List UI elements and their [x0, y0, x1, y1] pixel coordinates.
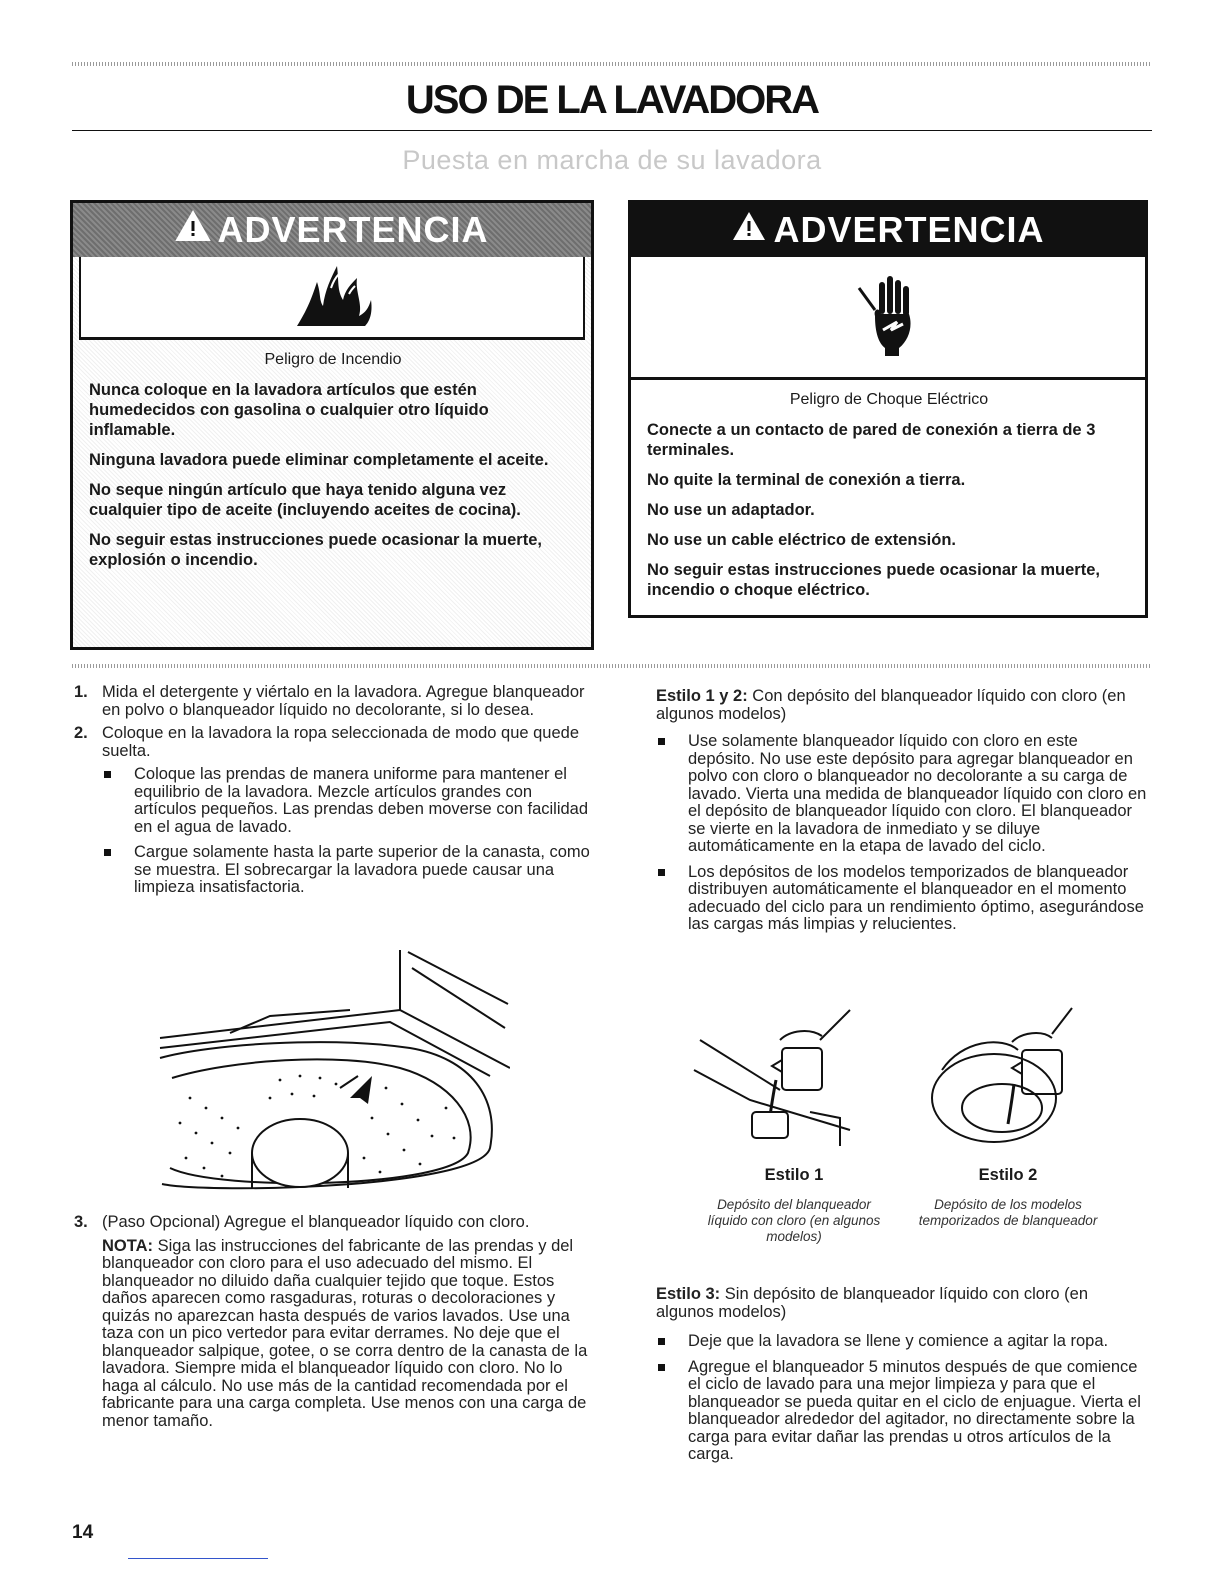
- left-column: [74, 684, 594, 905]
- estilo-2-illustration: [922, 1000, 1102, 1150]
- fire-hazard-title: Peligro de Incendio: [264, 351, 402, 368]
- nota-label: NOTA:: [102, 1236, 154, 1255]
- page-title: USO DE LA LAVADORA: [405, 78, 819, 122]
- bullet-item: [656, 733, 1148, 856]
- step-text: (Paso Opcional) Agregue el blanqueador líquido con cloro.: [102, 1213, 530, 1231]
- fire-warning-box: [70, 200, 594, 650]
- shock-icon-area: [631, 257, 1145, 380]
- right-column-lower: [656, 1286, 1148, 1472]
- step-number: 3.: [74, 1213, 88, 1231]
- shock-warning-body: [631, 380, 1145, 600]
- estilo-2-caption: Depósito de los modelos temporizados de blanqueador: [918, 1197, 1098, 1228]
- right-column: [656, 688, 1148, 942]
- estilo-1-2-intro: [656, 688, 1148, 723]
- fire-icon-area: [79, 257, 585, 340]
- bullet-text: Coloque las prendas de manera uniforme para mantener el equilibrio de la lavadora. Mezcle artículos grandes con artículos pequeños. Las prendas deben moverse con facilidad en el agua de lavado.: [134, 765, 589, 836]
- bullet-text: Agregue el blanqueador 5 minutos después de que comience el ciclo de lavado para una mejor limpieza y para que el blanqueador se pueda quitar en el ciclo de enjuague. Vierta el blanqueador alrededor del agitador, no directamente sobre la carga para evitar dañar las prendas u otros artículos de la carga.: [688, 1357, 1141, 1463]
- bullet-text: Cargue solamente hasta la parte superior de la canasta, como se muestra. El sobrecargar la lavadora puede causar una limpieza insatisfactoria.: [134, 843, 590, 896]
- section-rule: [72, 664, 1152, 668]
- bullet-item: [656, 1359, 1148, 1464]
- bullet-text: Los depósitos de los modelos temporizados de blanqueador distribuyen automáticamente el blanqueador en el momento adecuado del ciclo para un rendimiento óptimo, asegurándose las cargas más limpias y relucientes.: [688, 862, 1144, 933]
- fire-warning-heading: ADVERTENCIA: [217, 209, 489, 250]
- step-text: Coloque en la lavadora la ropa seleccionada de modo que quede suelta.: [102, 724, 580, 760]
- shock-warning-line: Conecte a un contacto de pared de conexión a tierra de 3 terminales.: [647, 421, 1096, 459]
- estilo-1-2-text: Con depósito del blanqueador líquido con cloro (en algunos modelos): [656, 687, 1126, 723]
- step-3: [74, 1214, 594, 1430]
- estilo-1-title: Estilo 1: [764, 1166, 824, 1184]
- bullet-text: Use solamente blanqueador líquido con cloro en este depósito. No use este depósito para agregar blanqueador en polvo con cloro o blanqueador no decolorante a su carga de lavado. Vierta una medida de blanqueador líquido con cloro en el depósito de blanqueador líquido con cloro. El blanqueador se vierte en la lavadora de inmediato y se diluye automáticamente en la etapa de lavado del ciclo.: [688, 732, 1147, 855]
- warning-triangle-icon: [731, 209, 767, 251]
- nota-paragraph: [102, 1238, 594, 1431]
- page-number: 14: [72, 1522, 94, 1543]
- nota-text: Siga las instrucciones del fabricante de las prendas y del blanqueador con cloro para el uso adecuado del mismo. El blanqueador no diluido daña cualquier tejido que toque. Estos daños aparecen como rasgaduras, roturas o decoloraciones y quizás no aparezcan hasta después de varios lavados. Use una taza con un pico vertedor para evitar derrames. No deje que el blanqueador salpique, gotee, o se corra dentro de la canasta de la lavadora. Siempre mida el blanqueador líquido con cloro. No lo haga al cálculo. No use más de la cantidad recomendada por el fabricante para una carga completa. Use menos con una carga de menor tamaño.: [102, 1236, 588, 1430]
- shock-warning-heading: ADVERTENCIA: [773, 209, 1045, 250]
- electric-shock-hand-icon: [853, 270, 923, 365]
- estilo-3-label: Estilo 3:: [656, 1285, 721, 1303]
- bullet-item: [102, 844, 594, 897]
- fire-icon: [287, 260, 377, 335]
- fire-warning-line: Nunca coloque en la lavadora artículos que estén humedecidos con gasolina o cualquier otro líquido inflamable.: [89, 381, 489, 439]
- shock-warning-line: No seguir estas instrucciones puede ocasionar la muerte, incendio o choque eléctrico.: [647, 561, 1100, 599]
- estilo-1-2-label: Estilo 1 y 2:: [656, 687, 748, 705]
- bullet-text: Deje que la lavadora se llene y comience a agitar la ropa.: [688, 1332, 1109, 1350]
- title-underline: [72, 130, 1152, 131]
- shock-warning-line: No use un cable eléctrico de extensión.: [647, 531, 957, 549]
- page-subtitle: Puesta en marcha de su lavadora: [402, 145, 822, 175]
- estilo-1-illustration: [690, 1000, 870, 1150]
- step-1: [74, 684, 594, 719]
- bullet-item: [102, 766, 594, 836]
- estilo-3-intro: [656, 1286, 1148, 1321]
- footer-rule: [128, 1558, 268, 1559]
- bullet-item: [656, 864, 1148, 934]
- bullet-item: [656, 1333, 1148, 1351]
- estilo-1-caption: Depósito del blanqueador líquido con cloro (en algunos modelos): [707, 1197, 881, 1244]
- top-rule: [72, 62, 1152, 66]
- shock-warning-header: [631, 203, 1145, 257]
- estilo-3-text: Sin depósito de blanqueador líquido con cloro (en algunos modelos): [656, 1285, 1089, 1321]
- shock-hazard-title: Peligro de Choque Eléctrico: [789, 391, 989, 408]
- estilo-2-caption-block: [918, 1166, 1098, 1229]
- estilo-2-title: Estilo 2: [978, 1166, 1038, 1184]
- shock-warning-line: No use un adaptador.: [647, 501, 815, 519]
- fire-warning-header: [73, 203, 591, 257]
- step-text: Mida el detergente y viértalo en la lavadora. Agregue blanqueador en polvo o blanqueador líquido no decolorante, si lo desea.: [102, 683, 585, 719]
- warning-triangle-icon: [175, 209, 211, 251]
- step-number: 2.: [74, 724, 88, 742]
- shock-warning-box: [628, 200, 1148, 618]
- step-2: [74, 725, 594, 897]
- fire-warning-body: [73, 340, 591, 570]
- shock-warning-line: No quite la terminal de conexión a tierra.: [647, 471, 966, 489]
- washer-basket-illustration: [150, 948, 510, 1198]
- step-number: 1.: [74, 683, 88, 701]
- fire-warning-line: No seque ningún artículo que haya tenido alguna vez cualquier tipo de aceite (incluyendo aceites de cocina).: [89, 481, 521, 519]
- estilo-1-caption-block: [706, 1166, 882, 1245]
- left-column-lower: [74, 1214, 594, 1436]
- fire-warning-line: Ninguna lavadora puede eliminar completamente el aceite.: [89, 451, 549, 469]
- fire-warning-line: No seguir estas instrucciones puede ocasionar la muerte, explosión o incendio.: [89, 531, 542, 569]
